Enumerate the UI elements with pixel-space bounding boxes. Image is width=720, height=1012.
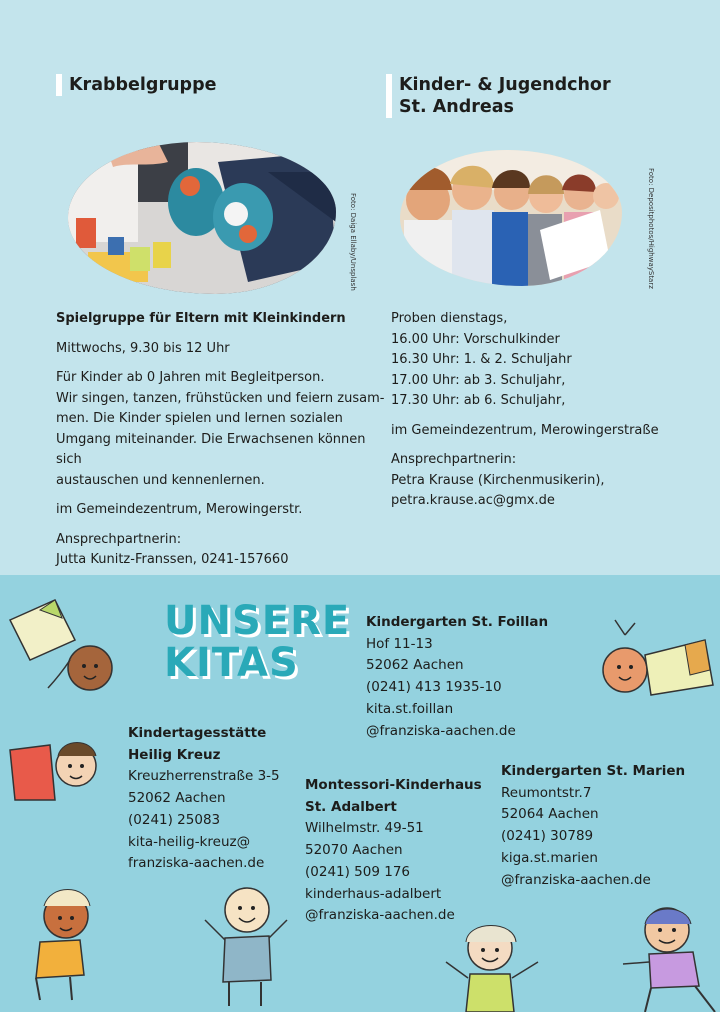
kita-foillan (366, 612, 548, 742)
kita-name: St. Adalbert (305, 798, 397, 815)
kita-name: Montessori-Kinderhaus (305, 777, 482, 793)
krabbel-text (56, 309, 386, 571)
kita-line: @franziska-aachen.de (366, 722, 516, 739)
chor-schedule-line: 16.30 Uhr: 1. & 2. Schuljahr (391, 352, 572, 367)
kita-name: Heilig Kreuz (128, 746, 221, 763)
kita-heiligkreuz (128, 723, 280, 875)
kita-line: Wilhelmstr. 49-51 (305, 820, 424, 837)
kita-line: (0241) 25083 (128, 811, 221, 828)
kid-doodle-bottom-right (615, 900, 720, 1012)
kid-doodle-bottom-left (0, 880, 110, 1005)
kita-line: 52064 Aachen (501, 806, 599, 823)
kita-marien (501, 761, 685, 891)
kita-name: Kindergarten St. Marien (501, 763, 686, 779)
krabbel-contact: Jutta Kunitz-Franssen, 0241-157660 (56, 552, 289, 567)
chor-contact-line: petra.krause.ac@gmx.de (391, 493, 555, 508)
kita-line: (0241) 413 1935-10 (366, 679, 502, 696)
kita-line: Kreuzherrenstraße 3-5 (128, 768, 280, 785)
kid-doodle-top-left (0, 580, 120, 700)
krabbel-contact-label: Ansprechpartnerin: (56, 531, 182, 547)
krabbel-subtitle: Spielgruppe für Eltern mit Kleinkindern (56, 311, 346, 326)
krabbel-time: Mittwochs, 9.30 bis 12 Uhr (56, 340, 230, 356)
krabbel-heading-text: Krabbelgruppe (69, 75, 217, 95)
kitas-title-line1: UNSERE (164, 598, 351, 644)
chor-schedule-line: Proben dienstags, (391, 311, 508, 326)
kita-line: Reumontstr.7 (501, 784, 592, 801)
kita-name: Kindertagesstätte (128, 725, 267, 741)
kid-doodle-top-right (595, 615, 720, 715)
kita-line: kinderhaus-adalbert (305, 885, 442, 902)
kita-adalbert (305, 775, 482, 927)
chor-location: im Gemeindezentrum, Merowingerstraße (391, 422, 659, 438)
krabbel-location: im Gemeindezentrum, Merowingerstr. (56, 502, 303, 517)
krabbel-photo-credit: Foto: Daiga Ellaby/Unsplash (349, 193, 357, 291)
kitas-title-line2: KITAS (164, 640, 299, 686)
chor-contact-line: Petra Krause (Kirchenmusikerin), (391, 472, 605, 488)
krabbel-desc-line: austauschen und kennenlernen. (56, 472, 265, 488)
chor-schedule-line: 16.00 Uhr: Vorschulkinder (391, 331, 560, 347)
chor-heading (386, 74, 611, 118)
krabbel-desc-line: Für Kinder ab 0 Jahren mit Begleitperson. (56, 370, 325, 385)
chor-schedule-line: 17.30 Uhr: ab 6. Schuljahr, (391, 393, 566, 408)
kita-line: @franziska-aachen.de (305, 907, 455, 924)
chor-photo-credit: Foto: Depositphotos/HighwayStarz (647, 168, 655, 289)
chor-heading-line2: St. Andreas (399, 97, 514, 117)
krabbel-desc-line: men. Die Kinder spielen und lernen sozialen (56, 411, 343, 426)
kita-line: (0241) 509 176 (305, 863, 411, 880)
chor-schedule-line: 17.00 Uhr: ab 3. Schuljahr, (391, 372, 566, 388)
kita-line: Hof 11-13 (366, 635, 433, 652)
chor-contact-label: Ansprechpartnerin: (391, 452, 517, 467)
kita-line: 52062 Aachen (366, 657, 464, 674)
kita-line: kita-heilig-kreuz@ (128, 833, 251, 850)
kid-doodle-bottom-center-left (195, 880, 295, 1010)
chor-text (391, 309, 701, 512)
kita-line: franziska-aachen.de (128, 855, 265, 872)
kita-line: kita.st.foillan (366, 700, 454, 717)
krabbel-desc-line: Umgang miteinander. Die Erwachsenen können sich (56, 431, 366, 467)
kita-line: @franziska-aachen.de (501, 871, 651, 888)
kita-line: kiga.st.marien (501, 849, 598, 866)
krabbel-desc (56, 368, 386, 491)
kitas-title (164, 600, 350, 684)
krabbel-heading (56, 74, 216, 96)
kita-name: Kindergarten St. Foillan (366, 614, 549, 630)
kid-doodle-mid-left (0, 720, 110, 815)
krabbel-desc-line: Wir singen, tanzen, frühstücken und feiern zusam- (56, 390, 385, 406)
kita-line: 52070 Aachen (305, 842, 403, 859)
kita-line: 52062 Aachen (128, 790, 226, 807)
kita-line: (0241) 30789 (501, 828, 594, 845)
kid-doodle-bottom-center-right (438, 918, 548, 1012)
chor-heading-line1: Kinder- & Jugendchor (399, 75, 611, 95)
